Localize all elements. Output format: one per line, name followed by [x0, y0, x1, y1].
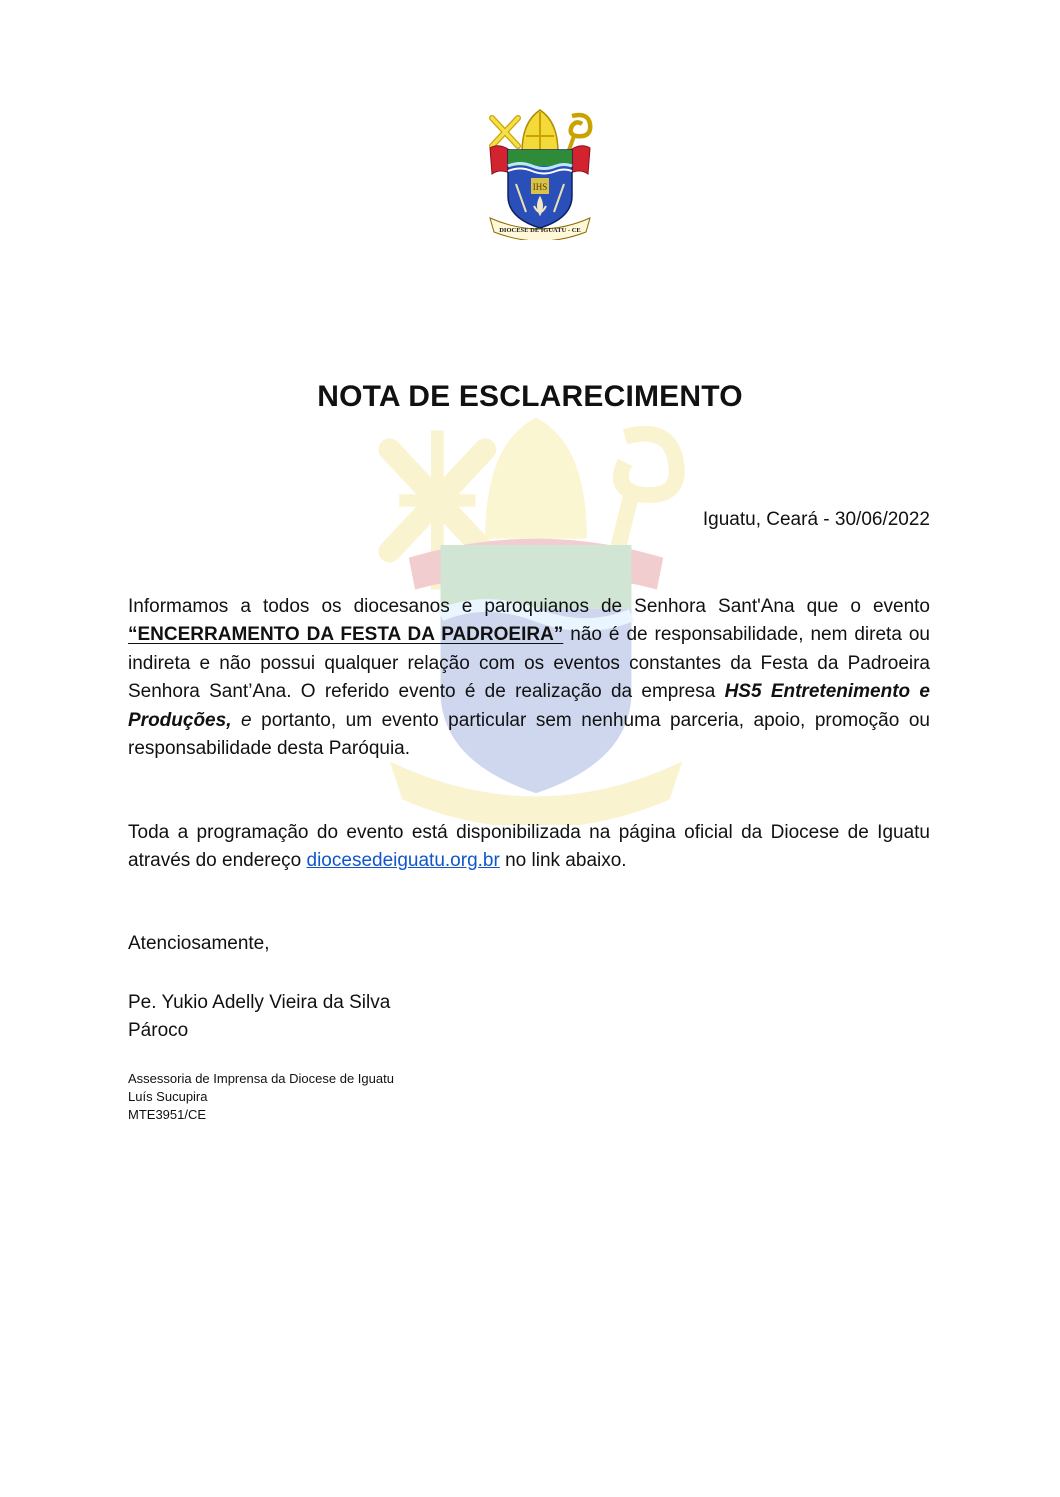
- signature-name: Pe. Yukio Adelly Vieira da Silva: [128, 992, 391, 1013]
- p1-middle-text: não é de responsabilidade, nem direta ou indireta e não possui qualquer relação com os eventos constantes da Festa da Padroeira Senhora Sant’Ana. O referido evento é de realização da empresa: [128, 624, 930, 703]
- credit-name: Luís Sucupira: [128, 1089, 208, 1104]
- p1-end-text: portanto, um evento particular sem nenhuma parceria, apoio, promoção ou responsabilidade desta Paróquia.: [128, 709, 930, 760]
- coat-of-arms-emblem: [490, 110, 590, 240]
- signature-block: [128, 989, 390, 1045]
- company-name: HS5 Entretenimento e Produções,: [128, 681, 930, 731]
- document-title: NOTA DE ESCLARECIMENTO: [317, 380, 743, 413]
- signature-role: Pároco: [128, 1020, 189, 1041]
- credit-office: Assessoria de Imprensa da Diocese de Iguatu: [128, 1071, 394, 1086]
- closing-salutation: Atenciosamente,: [128, 933, 270, 954]
- credit-registration: MTE3951/CE: [128, 1107, 207, 1122]
- event-name: “ENCERRAMENTO DA FESTA DA PADROEIRA”: [128, 624, 564, 646]
- ihs-monogram-text: IHS: [532, 182, 548, 192]
- p2-end-text: no link abaixo.: [499, 850, 627, 872]
- banner-text: DIOCESE DE IGUATU - CE: [499, 227, 581, 234]
- press-credits: [128, 1070, 394, 1124]
- diocese-website-link[interactable]: diocesedeiguatu.org.br: [306, 850, 500, 872]
- p2-intro-text: Toda a programação do evento está disponibilizada na página oficial da Diocese de Iguatu através do endereço: [128, 822, 930, 872]
- paragraph-notice: [128, 593, 930, 763]
- p1-intro-text: Informamos a todos os diocesanos e paroquianos de Senhora Sant'Ana que o evento: [128, 596, 930, 617]
- p1-conjunction: e: [231, 709, 252, 731]
- diocese-coat-of-arms-logo: [484, 108, 596, 240]
- date-line: Iguatu, Ceará - 30/06/2022: [702, 509, 930, 530]
- paragraph-program-info: [128, 819, 930, 876]
